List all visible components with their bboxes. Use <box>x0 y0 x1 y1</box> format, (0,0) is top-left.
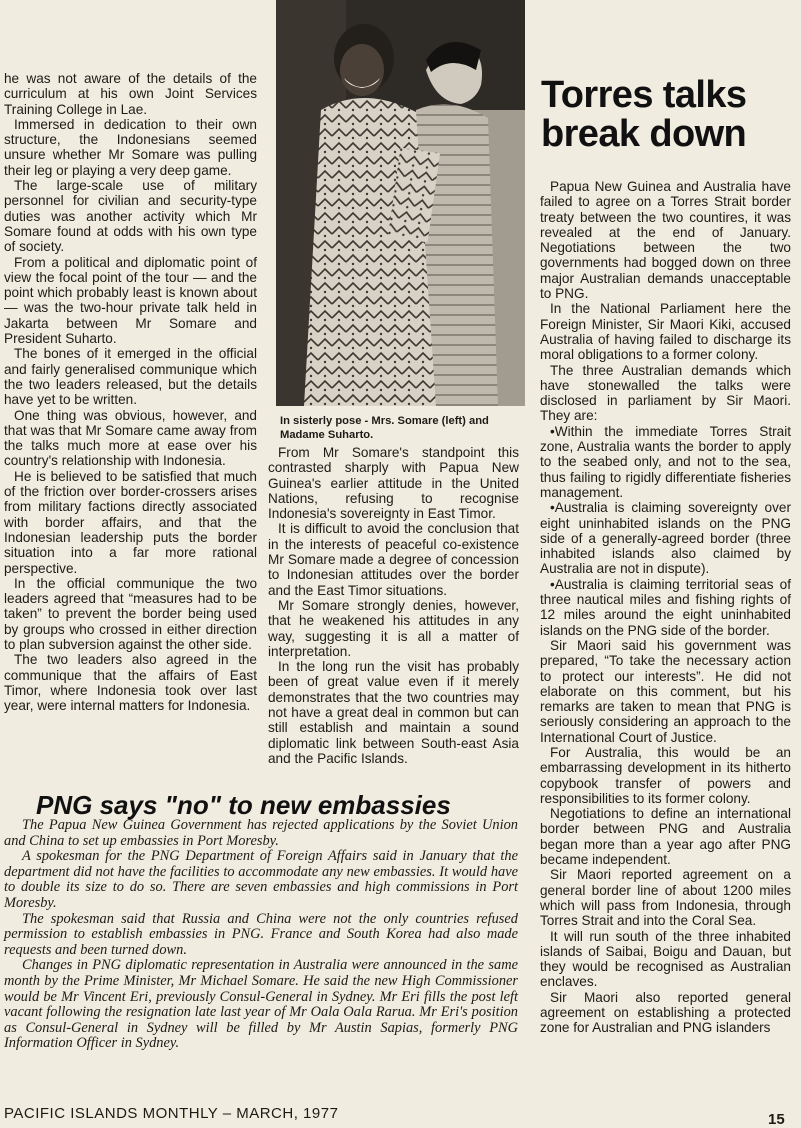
article-column-right <box>540 179 791 1036</box>
paragraph: The three Australian demands which have stonewalled the talks were disclosed in parliament by Sir Maori. They are: <box>540 362 791 424</box>
paragraph: The large-scale use of military personnel for civilian and security-type duties was another activity which Mr Somare found at odds with his own type of society. <box>4 178 257 255</box>
page-footer: PACIFIC ISLANDS MONTHLY – MARCH, 1977 <box>4 1105 339 1122</box>
page-number: 15 <box>768 1111 785 1128</box>
headline-torres-talks: Torres talks break down <box>541 74 747 155</box>
paragraph: Papua New Guinea and Australia have failed to agree on a Torres Strait border treaty between the two countires, it was revealed at the end of January. Negotiations between the two governments had bogged down on three major Australian demands unacceptable to PNG. <box>540 179 791 302</box>
paragraph: Sir Maori also reported general agreement on establishing a protected zone for Australian and PNG islanders <box>540 989 791 1036</box>
paragraph: One thing was obvious, however, and that was that Mr Somare came away from the talks much more at ease over his country's relationship with Indonesia. <box>4 407 257 469</box>
paragraph: It will run south of the three inhabited islands of Saibai, Boigu and Dauan, but they would be recognised as Australian enclaves. <box>540 928 791 990</box>
paragraph: The spokesman said that Russia and China were not the only countries refused permission to establish embassies in PNG. France and South Korea had also made requests and been turned down. <box>4 910 518 958</box>
bullet-item: •Within the immediate Torres Strait zone, Australia wants the border to apply to the seabed only, and not to the sea, thus failing to rigidly differentiate fisheries management. <box>540 423 791 500</box>
subheadline-embassies: PNG says "no" to new embassies <box>36 790 451 820</box>
paragraph: Changes in PNG diplomatic representation in Australia were announced in the same month by the Prime Minister, Mr Michael Somare. He said the new High Commissioner would be Mr Vincent Eri, previously Consul-General in Sydney. Mr Eri fills the post left vacant following the resignation late last year of Mr Oala Oala Rarua. Mr Eri's position as Consul-General in Sydney will be filled by Mr Austin Sapias, formerly PNG Information Officer in Sydney. <box>4 957 518 1052</box>
paragraph: In the National Parliament here the Foreign Minister, Sir Maori Kiki, accused Australia of having failed to discharge its moral obligations to a former colony. <box>540 301 791 363</box>
bullet-item: •Australia is claiming territorial seas of three nautical miles and fishing rights of 12 miles around the eight uninhabited islands on the PNG side of the border. <box>540 576 791 638</box>
paragraph: Sir Maori said his government was prepared, “To take the necessary action to protect our interests”. He did not elaborate on this comment, but his remarks are taken to mean that PNG is seriously considering an approach to the International Court of Justice. <box>540 637 791 745</box>
article-column-middle <box>268 445 519 766</box>
photo-caption: In sisterly pose - Mrs. Somare (left) and Madame Suharto. <box>280 415 489 441</box>
photo-mrs-somare-madame-suharto <box>276 0 525 406</box>
paragraph: The Papua New Guinea Government has rejected applications by the Soviet Union and China to set up embassies in Port Moresby. <box>4 817 518 849</box>
paragraph: Sir Maori reported agreement on a general border line of about 1200 miles which will pass from Indonesia, through Torres Strait and into the Coral Sea. <box>540 867 791 929</box>
paragraph: The two leaders also agreed in the communique that the affairs of East Timor, where Indonesia took over last year, were internal matters for Indonesia. <box>4 652 257 714</box>
bullet-item: •Australia is claiming sovereignty over eight uninhabited islands on the PNG side of a generally-agreed border (three inhabited islands also claimed by Australia are not in dispute). <box>540 500 791 577</box>
paragraph: He is believed to be satisfied that much of the friction over border-crossers arises from military factions directly associated with border affairs, and that the Indonesian leadership puts the border situation into a far more rational perspective. <box>4 468 257 576</box>
paragraph: In the official communique the two leaders agreed that “measures had to be taken” to prevent the border being used by groups who crossed in either direction to plan subversion against the other side. <box>4 575 257 652</box>
paragraph: It is difficult to avoid the conclusion that in the interests of peaceful co-existence Mr Somare made a degree of concession to Indonesian attitudes over the border and the East Timor situations. <box>268 521 519 598</box>
paragraph: From a political and diplomatic point of view the focal point of the tour — and the point which probably least is known about — was the two-hour private talk held in Jakarta between Mr Somare and President Suharto. <box>4 254 257 347</box>
paragraph: For Australia, this would be an embarrassing development in its hitherto copybook transfer of powers and responsibilities to its former colony. <box>540 744 791 806</box>
embassies-article-body <box>4 818 518 1052</box>
article-column-left <box>4 71 257 713</box>
paragraph: Mr Somare strongly denies, however, that he weakened his attitudes in any way, suggesting it is all a matter of interpretation. <box>268 597 519 659</box>
paragraph: he was not aware of the details of the curriculum at his own Joint Services Training College in Lae. <box>4 71 257 117</box>
paragraph: A spokesman for the PNG Department of Foreign Affairs said in January that the department did not have the facilities to accommodate any new embassies. It would have to double its size to do so. There are seven embassies and high commissions in Port Moresby. <box>4 848 518 911</box>
paragraph: In the long run the visit has probably been of great value even if it merely demonstrates that the two countries may not have a great deal in common but can still establish and maintain a sound diplomatic link between South-east Asia and the Pacific Islands. <box>268 659 519 766</box>
paragraph: From Mr Somare's standpoint this contrasted sharply with Papua New Guinea's earlier attitude in the United Nations, refusing to recognise Indonesia's sovereignty in East Timor. <box>268 445 519 522</box>
paragraph: The bones of it emerged in the official and fairly generalised communique which the two leaders released, but the details have yet to be written. <box>4 346 257 408</box>
photo-illustration <box>276 0 525 406</box>
paragraph: Immersed in dedication to their own structure, the Indonesians seemed unsure whether Mr Somare was pulling their leg or playing a very deep game. <box>4 116 257 178</box>
paragraph: Negotiations to define an international border between PNG and Australia began more than a year ago after PNG became independent. <box>540 806 791 868</box>
